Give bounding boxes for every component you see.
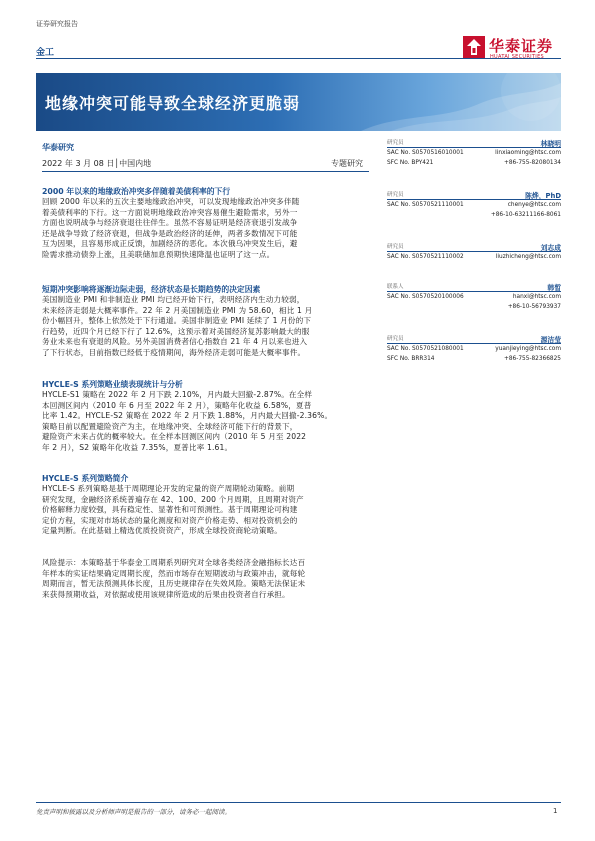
analyst-phone: +86-10-56793937 — [507, 304, 561, 310]
analyst-email[interactable]: yuanjieying@htsc.com — [495, 346, 561, 352]
section-line: 来获得预期收益，对依据或使用该规律所造成的后果由投资者自行承担。 — [42, 589, 290, 599]
section-line: 研究发现，金融经济系统普遍存在 42、100、200 个月周期，且周期对资产 — [42, 494, 304, 504]
analyst-sfc: SFC No. BPY421 — [387, 160, 434, 166]
analyst-email[interactable]: chenye@htsc.com — [507, 202, 561, 208]
date-region: 2022 年 3 月 08 日│中国内地 — [42, 159, 152, 168]
analyst-email[interactable]: liuzhicheng@htsc.com — [495, 254, 561, 260]
section-line: 周期而言，暂无法预测具体长度，且历史规律存在失效风险。策略无法保证未 — [42, 579, 306, 589]
banner-decoration — [361, 73, 561, 131]
section-geopolitics — [42, 186, 369, 261]
analyst-card — [387, 138, 561, 190]
analyst-sac: SAC No. S0570520100006 — [387, 294, 464, 300]
section-line: 互为因果，且容易形成正反馈，加剧经济的恶化。本次俄乌冲突发生后，避 — [42, 239, 298, 249]
analyst-card — [387, 242, 561, 282]
section-risk — [42, 558, 369, 600]
logo-text-cn: 华泰证券 — [489, 37, 554, 55]
section-line: 风险提示：本策略基于华泰金工周期系列研究对全球各类经济金融指标长达百 — [42, 558, 306, 567]
analyst-name: 刘志成 — [540, 244, 561, 252]
analyst-email[interactable]: linxiaoming@htsc.com — [495, 150, 561, 156]
section-line: 避险资产未来占优的概率较大。在全样本回测区间内（2010 年 5 月至 2022 — [42, 432, 307, 442]
section-heading: HYCLE-S 系列策略简介 — [42, 474, 129, 483]
section-intro — [42, 473, 369, 537]
section-performance — [42, 379, 369, 454]
section-heading: 2000 年以来的地缘政治冲突多伴随着美债利率的下行 — [42, 187, 231, 196]
section-heading: 短期冲突影响将逐渐边际走弱，经济状态是长期趋势的决定因素 — [42, 285, 261, 294]
analyst-name: 林晓明 — [540, 140, 561, 148]
analyst-role: 联系人 — [387, 284, 404, 290]
section-line: 定价方程，实现对市场状态的量化测度和对资产价格走势、相对投资机会的 — [42, 515, 298, 525]
analyst-role: 研究员 — [387, 336, 404, 342]
section-line: HYCLE-S 系列策略是基于周期理论开发的定量的资产周期轮动策略。前期 — [42, 484, 295, 493]
section-line: 定量判断。在此基础上精选优质投资资产，形成全球投资商轮动策略。 — [42, 526, 283, 536]
doc-type-label: 专题研究 — [331, 159, 363, 168]
section-line: 价格解释力度较强，具有稳定性、显著性和可预测性。基于周期理论可构建 — [42, 505, 298, 515]
section-line: 未来经济走弱是大概率事件。22 年 2 月美国制造业 PMI 为 58.60，相比 1 月 — [42, 305, 313, 315]
section-line: HYCLE-S1 策略在 2022 年 2 月下跌 2.10%，月内最大回撤-2.87%。在全样 — [42, 390, 313, 399]
title-banner — [36, 73, 561, 131]
analyst-card — [387, 282, 561, 334]
analyst-name: 源洁莹 — [540, 336, 561, 344]
meta-divider — [42, 171, 369, 172]
analyst-sfc: SFC No. BRR314 — [387, 356, 435, 362]
logo-mark-icon — [463, 36, 485, 58]
analyst-email[interactable]: hanxi@htsc.com — [512, 294, 561, 300]
sector-label: 金工 — [36, 48, 55, 58]
section-line: 险需求推动债券上涨，且美联储加息预期快速降温也证明了这一点。 — [42, 249, 275, 259]
section-line: 着美债利率的下行。这一方面说明地缘政治冲突容易催生避险需求，另外一 — [42, 207, 298, 217]
section-line: 还是战争导致了经济衰退，但战争是政治经济的延伸，两者多数情况下可能 — [42, 228, 298, 238]
company-logo — [463, 34, 563, 64]
page-number: 1 — [553, 807, 558, 815]
analyst-role: 研究员 — [387, 140, 404, 146]
report-type-label: 证券研究报告 — [36, 20, 78, 28]
section-line: 务业未来也有衰退的风险。另外美国消费者信心指数自 21 年 4 月以来也进入 — [42, 337, 308, 347]
section-line: 方面也说明战争与经济衰退往往伴生。虽然不容易证明是经济衰退引发战争 — [42, 218, 298, 228]
section-line: 策略目前以配置避险资产为主，在地缘冲突、全球经济可能下行的背景下， — [42, 421, 298, 431]
footer-divider — [36, 802, 561, 803]
analyst-sac: SAC No. S0570521080001 — [387, 346, 464, 352]
analyst-sac: SAC No. S0570521110001 — [387, 202, 464, 208]
section-line: 本回测区间内（2010 年 6 月至 2022 年 2 月），策略年化收益 6.58%，夏普 — [42, 400, 312, 410]
analyst-role: 研究员 — [387, 192, 404, 198]
analyst-phone: +86-755-82366825 — [504, 356, 561, 362]
section-heading: HYCLE-S 系列策略业绩表现统计与分析 — [42, 380, 183, 389]
report-title: 地缘冲突可能导致全球经济更脆弱 — [45, 94, 301, 113]
analyst-role: 研究员 — [387, 244, 404, 250]
section-line: 年 2 月），S2 策略年化收益 7.35%，夏普比率 1.61。 — [42, 442, 233, 452]
footer-disclaimer: 免责声明和披露以及分析师声明是报告的一部分，请务必一起阅读。 — [36, 808, 231, 816]
analyst-divider — [387, 147, 561, 148]
section-short-term — [42, 284, 369, 359]
logo-text-en: HUATAI SECURITIES — [490, 54, 544, 60]
section-line: 份小幅回升，整体上依然处于下行通道。美国非制造业 PMI 延续了 1 月份的下 — [42, 316, 312, 326]
section-line: 比率 1.42。HYCLE-S2 策略在 2022 年 2 月下跌 1.88%，月内最大回撤-2.36%。 — [42, 411, 333, 421]
analyst-sac: SAC No. S0570521110002 — [387, 254, 464, 260]
org-label: 华泰研究 — [42, 143, 74, 152]
section-line: 年样本的实证结果确定周期长度，然而市场存在短期波动与政策冲击，就每轮 — [42, 568, 306, 578]
analyst-sac: SAC No. S0570516010001 — [387, 150, 464, 156]
analyst-name: 陈烨，PhD — [525, 192, 561, 200]
analyst-card — [387, 334, 561, 386]
analyst-phone: +86-755-82080134 — [504, 160, 561, 166]
analyst-card — [387, 190, 561, 242]
analyst-panel — [387, 138, 561, 386]
section-line: 美国制造业 PMI 和非制造业 PMI 均已经开始下行，表明经济内生动力较弱， — [42, 295, 305, 304]
analyst-phone: +86-10-63211166-8061 — [490, 212, 561, 218]
section-line: 行趋势，近四个月已经下行了 12.6%，这预示着对美国经济复苏影响最大的服 — [42, 326, 310, 336]
analyst-divider — [387, 343, 561, 344]
section-line: 了下行状态，目前指数已经低于疫情期间，海外经济走弱可能是大概率事件。 — [42, 347, 306, 357]
section-line: 回顾 2000 年以来的五次主要地缘政治冲突，可以发现地缘政治冲突多伴随 — [42, 197, 300, 206]
analyst-divider — [387, 291, 561, 292]
analyst-divider — [387, 199, 561, 200]
analyst-name: 韩晳 — [547, 284, 561, 292]
analyst-divider — [387, 251, 561, 252]
